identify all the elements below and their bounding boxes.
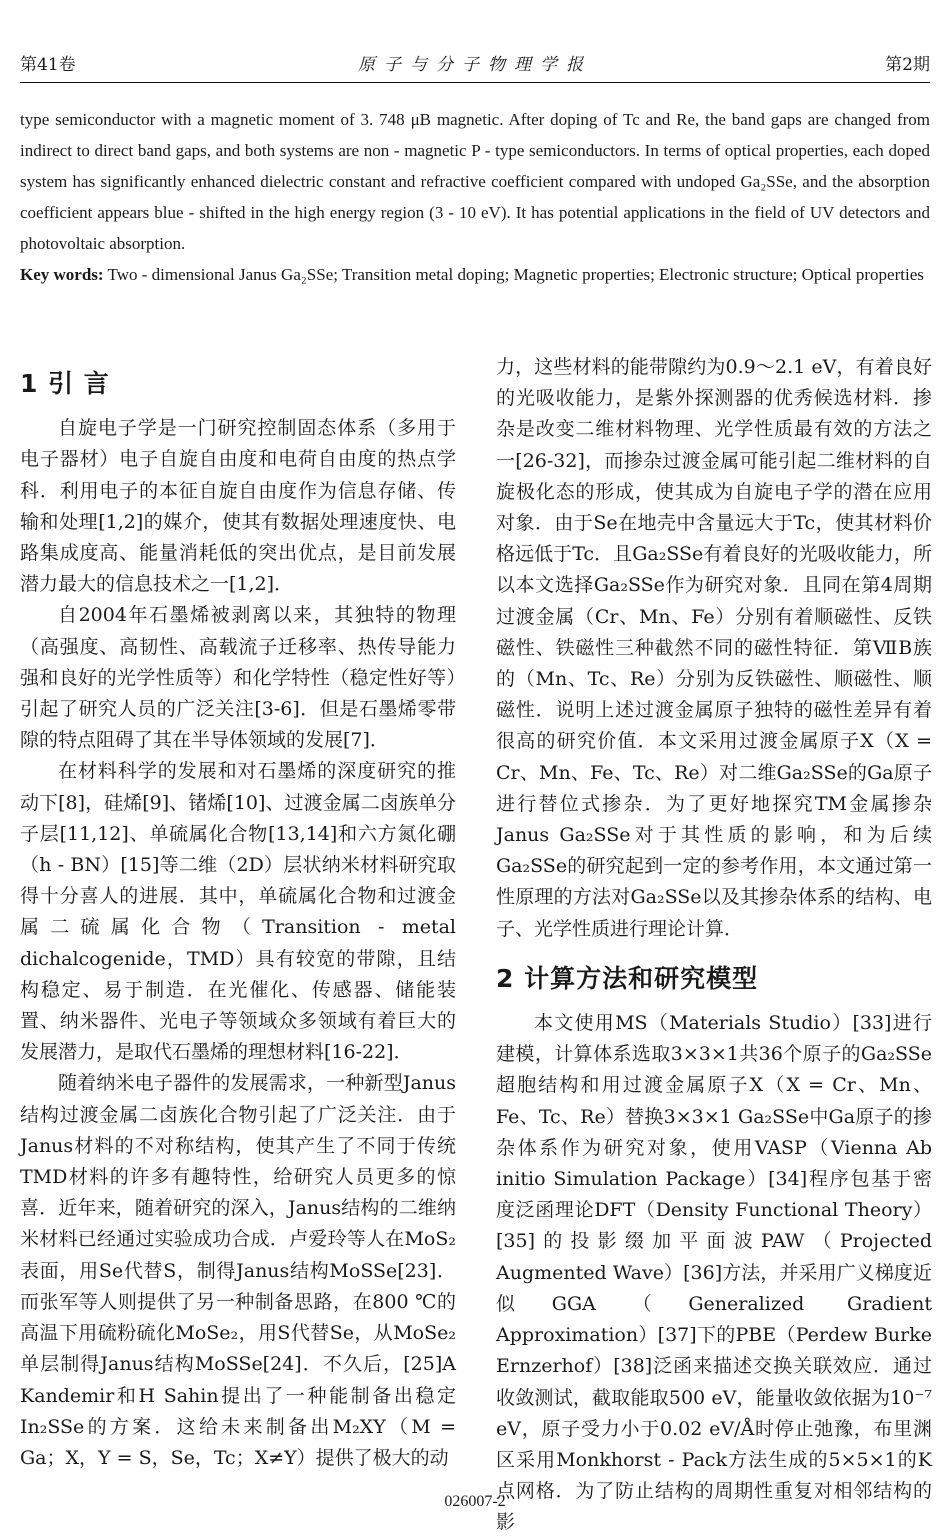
- left-column: [20, 350, 456, 1474]
- header-rule: [20, 82, 930, 83]
- right-column: [496, 352, 932, 1539]
- journal-title: 原子与分子物理学报: [358, 55, 592, 75]
- abstract-text: type semiconductor with a magnetic moment of 3. 748 μB magnetic. After doping of Tc and Re, the band gaps are changed from indirect to direct band gaps, and both systems are non - magnetic P - type semiconductors. In terms of optical properties, each doped system has significantly enhanced dielectric constant and refractive coefficient compared with undoped Ga₂SSe, and the absorption coefficient appears blue - shifted in the high energy region (3 - 10 eV). It has potential applications in the field of UV detectors and photovoltaic absorption.: [20, 110, 930, 253]
- paragraph: 自旋电子学是一门研究控制固态体系（多用于电子器材）电子自旋自由度和电荷自由度的热点学科．利用电子的本征自旋自由度作为信息存储、传输和处理[1,2]的媒介，使其有数据处理速度快、电路集成度高、能量消耗低的突出优点，是目前发展潜力最大的信息技术之一[1,2]．: [20, 417, 456, 596]
- issue-label: 第2期: [885, 55, 930, 75]
- paragraph: 在材料科学的发展和对石墨烯的深度研究的推动下[8]，硅烯[9]、锗烯[10]、过渡金属二卤族单分子层[11,12]、单硫属化合物[13,14]和六方氮化硼（h - BN）[15]等二维（2D）层状纳米材料研究取得十分喜人的进展．其中，单硫属化合物和过渡金属二硫属化合物（Transition - metal dichalcogenide，TMD）具有较宽的带隙，且结构稳定、易于制造．在光催化、传感器、储能装置、纳米器件、光电子等领域众多领域有着巨大的发展潜力，是取代石墨烯的理想材料[16-22]．: [20, 760, 456, 1064]
- keywords-line: [20, 259, 930, 290]
- page-number: 026007-2: [444, 1493, 506, 1510]
- running-header: [20, 50, 930, 78]
- paragraph: 随着纳米电子器件的发展需求，一种新型Janus结构过渡金属二卤族化合物引起了广泛关注．由于Janus材料的不对称结构，使其产生了不同于传统TMD材料的许多有趣特性，给研究人员更多的惊喜．近年来，随着研究的深入，Janus结构的二维纳米材料已经通过实验成功合成．卢爱玲等人在MoS₂表面，用Se代替S，制得Janus结构MoSSe[23]．而张军等人则提供了另一种制备思路，在800 ℃的高温下用硫粉硫化MoSe₂，用S代替Se，从MoSe₂单层制得Janus结构MoSSe[24]．不久后，[25]A Kandemir和H Sahin提出了一种能制备出稳定In₂SSe的方案．这给未来制备出M₂XY（M = Ga；X，Y = S，Se，Tc；X≠Y）提供了极大的动: [20, 1072, 456, 1469]
- paragraph: 本文使用MS（Materials Studio）[33]进行建模，计算体系选取3×3×1共36个原子的Ga₂SSe超胞结构和用过渡金属原子X（X = Cr、Mn、Fe、Tc、Re）替换3×3×1 Ga₂SSe中Ga原子的掺杂体系作为研究对象，使用VASP（Vienna Ab initio Simulation Package）[34]程序包基于密度泛函理论DFT（Density Functional Theory）[35]的投影缀加平面波PAW（Projected Augmented Wave）[36]方法，并采用广义梯度近似GGA（Generalized Gradient Approximation）[37]下的PBE（Perdew Burke Ernzerhof）[38]泛函来描述交换关联效应．通过收敛测试，截取能取500 eV，能量收敛依据为10⁻⁷ eV，原子受力小于0.02 eV/Å时停止弛豫，布里渊区采用Monkhorst - Pack方法生成的5×5×1的K点网格．为了防止结构的周期性重复对相邻结构的影: [496, 1012, 932, 1534]
- section-2-heading: 2 计算方法和研究模型: [496, 963, 759, 993]
- keywords-label: Key words:: [20, 265, 104, 284]
- volume-label: 第41卷: [20, 55, 76, 75]
- keywords-text: Two - dimensional Janus Ga₂SSe; Transition metal doping; Magnetic properties; Electronic structure; Optical properties: [107, 265, 924, 284]
- english-abstract: [20, 104, 930, 290]
- section-1-heading: 1 引 言: [20, 369, 110, 398]
- paragraph: 自2004年石墨烯被剥离以来，其独特的物理（高强度、高韧性、高载流子迁移率、热传导能力强和良好的光学性质等）和化学特性（稳定性好等）引起了研究人员的广泛关注[3-6]．但是石墨烯零带隙的特点阻碍了其在半导体领域的发展[7]．: [20, 604, 456, 752]
- paragraph-continuation: 力，这些材料的能带隙约为0.9～2.1 eV，有着良好的光吸收能力，是紫外探测器的优秀候选材料．掺杂是改变二维材料物理、光学性质最有效的方法之一[26-32]，而掺杂过渡金属可能引起二维材料的自旋极化态的形成，使其成为自旋电子学的潜在应用对象．由于Se在地壳中含量远大于Tc，使其材料价格远低于Tc．且Ga₂SSe有着良好的光吸收能力，所以本文选择Ga₂SSe作为研究对象．且同在第4周期过渡金属（Cr、Mn、Fe）分别有着顺磁性、反铁磁性、铁磁性三种截然不同的磁性特征．第ⅦB族的（Mn、Tc、Re）分别为反铁磁性、顺磁性、顺磁性．说明上述过渡金属原子独特的磁性差异有着很高的研究价值．本文采用过渡金属原子X（X = Cr、Mn、Fe、Tc、Re）对二维Ga₂SSe的Ga原子进行替位式掺杂．为了更好地探究TM金属掺杂Janus Ga₂SSe对于其性质的影响，和为后续Ga₂SSe的研究起到一定的参考作用，本文通过第一性原理的方法对Ga₂SSe以及其掺杂体系的结构、电子、光学性质进行理论计算．: [496, 356, 932, 940]
